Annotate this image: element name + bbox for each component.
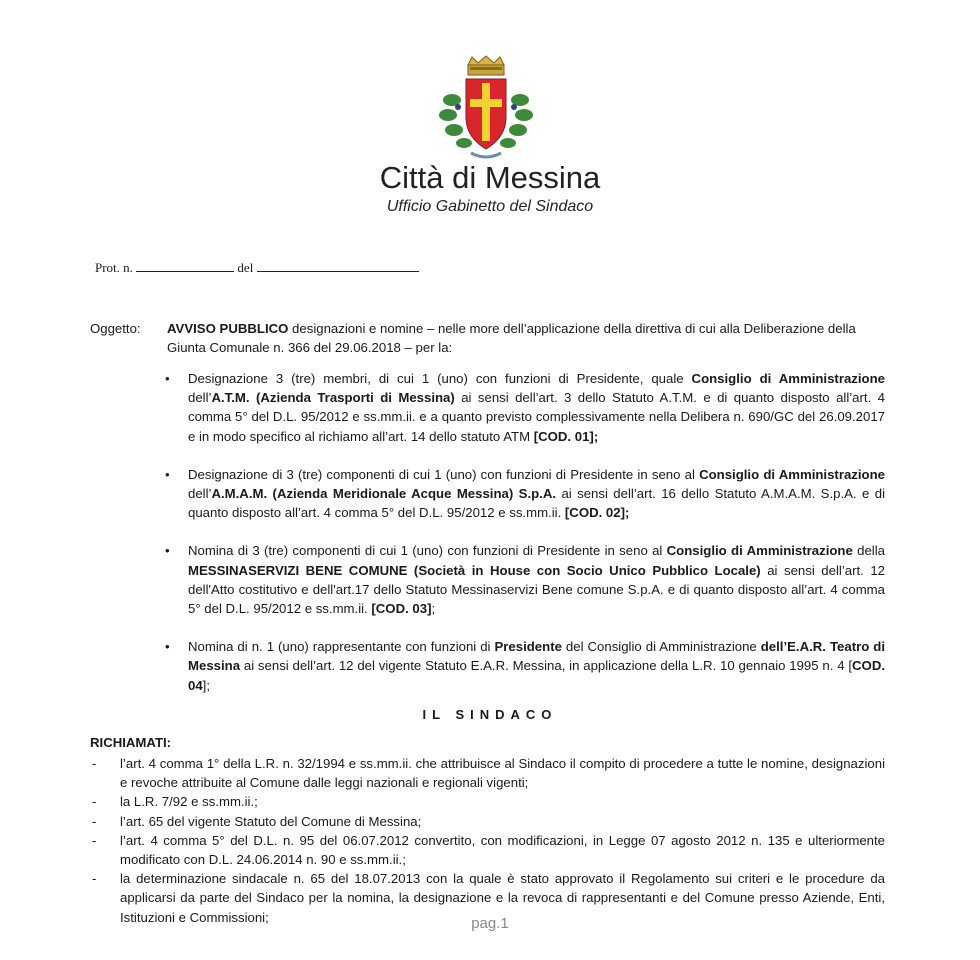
bold-text: COD. 04 xyxy=(188,658,885,693)
appointment-item xyxy=(165,369,885,446)
crown-icon xyxy=(468,56,504,75)
bold-text: Presidente xyxy=(494,639,562,655)
appointment-item xyxy=(165,637,885,695)
prot-label: Prot. n. xyxy=(95,260,133,275)
text: designazioni e nomine – nelle more dell’applicazione della direttiva di cui alla Deliberazione della Giunta Comunale n. 366 del 29.06.2018 – per la: xyxy=(167,321,856,356)
bold-text: [COD. 02]; xyxy=(564,505,630,521)
text: ai sensi dell’art. 12 dell'Atto costitutivo e dell'art.17 dello Statuto Messinaservizi Bene comune S.p.A. e di quanto disposto all’art. 4 comma 5° del D.L. 95/2012 e ss.mm.ii. xyxy=(188,562,885,617)
bold-text: Consiglio di Amministrazione xyxy=(699,466,885,482)
bold-text: Consiglio di Amministrazione xyxy=(666,543,853,559)
bold-text: dell’E.A.R. Teatro di Messina xyxy=(188,639,885,674)
text: ]; xyxy=(202,677,210,693)
richiamati-item: - la determinazione sindacale n. 65 del 18.07.2013 con la quale è stato approvato il Regolamento sui criteri e le procedure da applicarsi da parte del Sindaco per la nomina, la designazione e la revoca di rappresentanti e del Comune presso Aziende, Enti, Istituzioni e Commissioni; xyxy=(92,869,885,927)
del-label: del xyxy=(237,260,254,275)
richiamati-list xyxy=(92,754,885,927)
text: ai sensi dell’art. 12 del vigente Statuto E.A.R. Messina, in applicazione della L.R. 10 gennaio 1995 n. 4 [ xyxy=(240,658,853,674)
text: dell’ xyxy=(188,390,212,406)
bold-text: Consiglio di Amministrazione xyxy=(691,371,885,386)
bold-text: A.T.M. (Azienda Trasporti di Messina) xyxy=(211,390,455,406)
text: Nomina di n. 1 (uno) rappresentante con funzioni di xyxy=(188,639,495,655)
bold-text: [COD. 01]; xyxy=(533,428,599,444)
appointment-item xyxy=(165,465,885,523)
richiamati-heading: RICHIAMATI: xyxy=(90,735,172,750)
text: Nomina di 3 (tre) componenti di cui 1 (uno) con funzioni di Presidente in seno al xyxy=(188,543,667,559)
office-subtitle: Ufficio Gabinetto del Sindaco xyxy=(386,198,594,215)
richiamati-item: - l’art. 65 del vigente Statuto del Comune di Messina; xyxy=(92,812,885,831)
text: ai sensi dell’art. 16 dello Statuto A.M.A.M. S.p.A. e di quanto disposto all’art. 4 comma 5° del D.L. 95/2012 e ss.mm.ii. xyxy=(188,486,885,521)
text: del Consiglio di Amministrazione xyxy=(561,639,761,655)
text: Designazione 3 (tre) membri, di cui 1 (uno) con funzioni di Presidente, quale xyxy=(188,371,692,386)
richiamati-item: - l’art. 4 comma 5° del D.L. n. 95 del 06.07.2012 convertito, con modificazioni, in Legge 07 agosto 2012 n. 135 e ulteriormente modificato con D.L. 24.06.2014 n. 90 e ss.mm.ii.; xyxy=(92,831,885,869)
prot-number-blank xyxy=(136,259,234,272)
page-number: pag.1 xyxy=(471,915,509,932)
appointment-list xyxy=(165,369,885,714)
coat-of-arms-logo xyxy=(436,55,536,165)
text: della xyxy=(852,543,885,559)
bold-text: A.M.A.M. (Azienda Meridionale Acque Messina) S.p.A. xyxy=(211,486,557,502)
text: ; xyxy=(431,601,436,617)
prot-date-blank xyxy=(257,259,419,272)
section-title: IL SINDACO xyxy=(422,707,558,722)
text: ai sensi dell’art. 3 dello Statuto A.T.M. e di quanto disposto all’art. 4 comma 5° del D.L. 95/2012 e ss.mm.ii. e a quanto previsto complessivamente nella Delibera n. 690/GC del 26.09.2017 e in modo specifico al richiamo all’art. 14 dello statuto ATM xyxy=(188,390,885,444)
bold-text: [COD. 03] xyxy=(371,601,432,617)
bold-text: AVVISO PUBBLICO xyxy=(167,321,289,336)
appointment-item xyxy=(165,541,885,618)
bold-text: MESSINASERVIZI BENE COMUNE (Società in House con Socio Unico Pubblico Locale) xyxy=(188,562,761,578)
page-title: Città di Messina xyxy=(379,160,601,195)
richiamati-item: - la L.R. 7/92 e ss.mm.ii.; xyxy=(92,792,885,811)
subject-text xyxy=(167,319,890,357)
richiamati-item: - l’art. 4 comma 1° della L.R. n. 32/1994 e ss.mm.ii. che attribuisce al Sindaco il compito di procedere a tutte le nomine, designazioni e revoche attribuite al Comune dalle leggi nazionali e regionali vigenti; xyxy=(92,754,885,792)
subject-block xyxy=(90,319,890,357)
text: dell’ xyxy=(188,486,212,502)
protocol-line xyxy=(95,259,419,276)
subject-label: Oggetto: xyxy=(90,321,141,336)
text: Designazione di 3 (tre) componenti di cui 1 (uno) con funzioni di Presidente in seno al xyxy=(188,466,700,482)
